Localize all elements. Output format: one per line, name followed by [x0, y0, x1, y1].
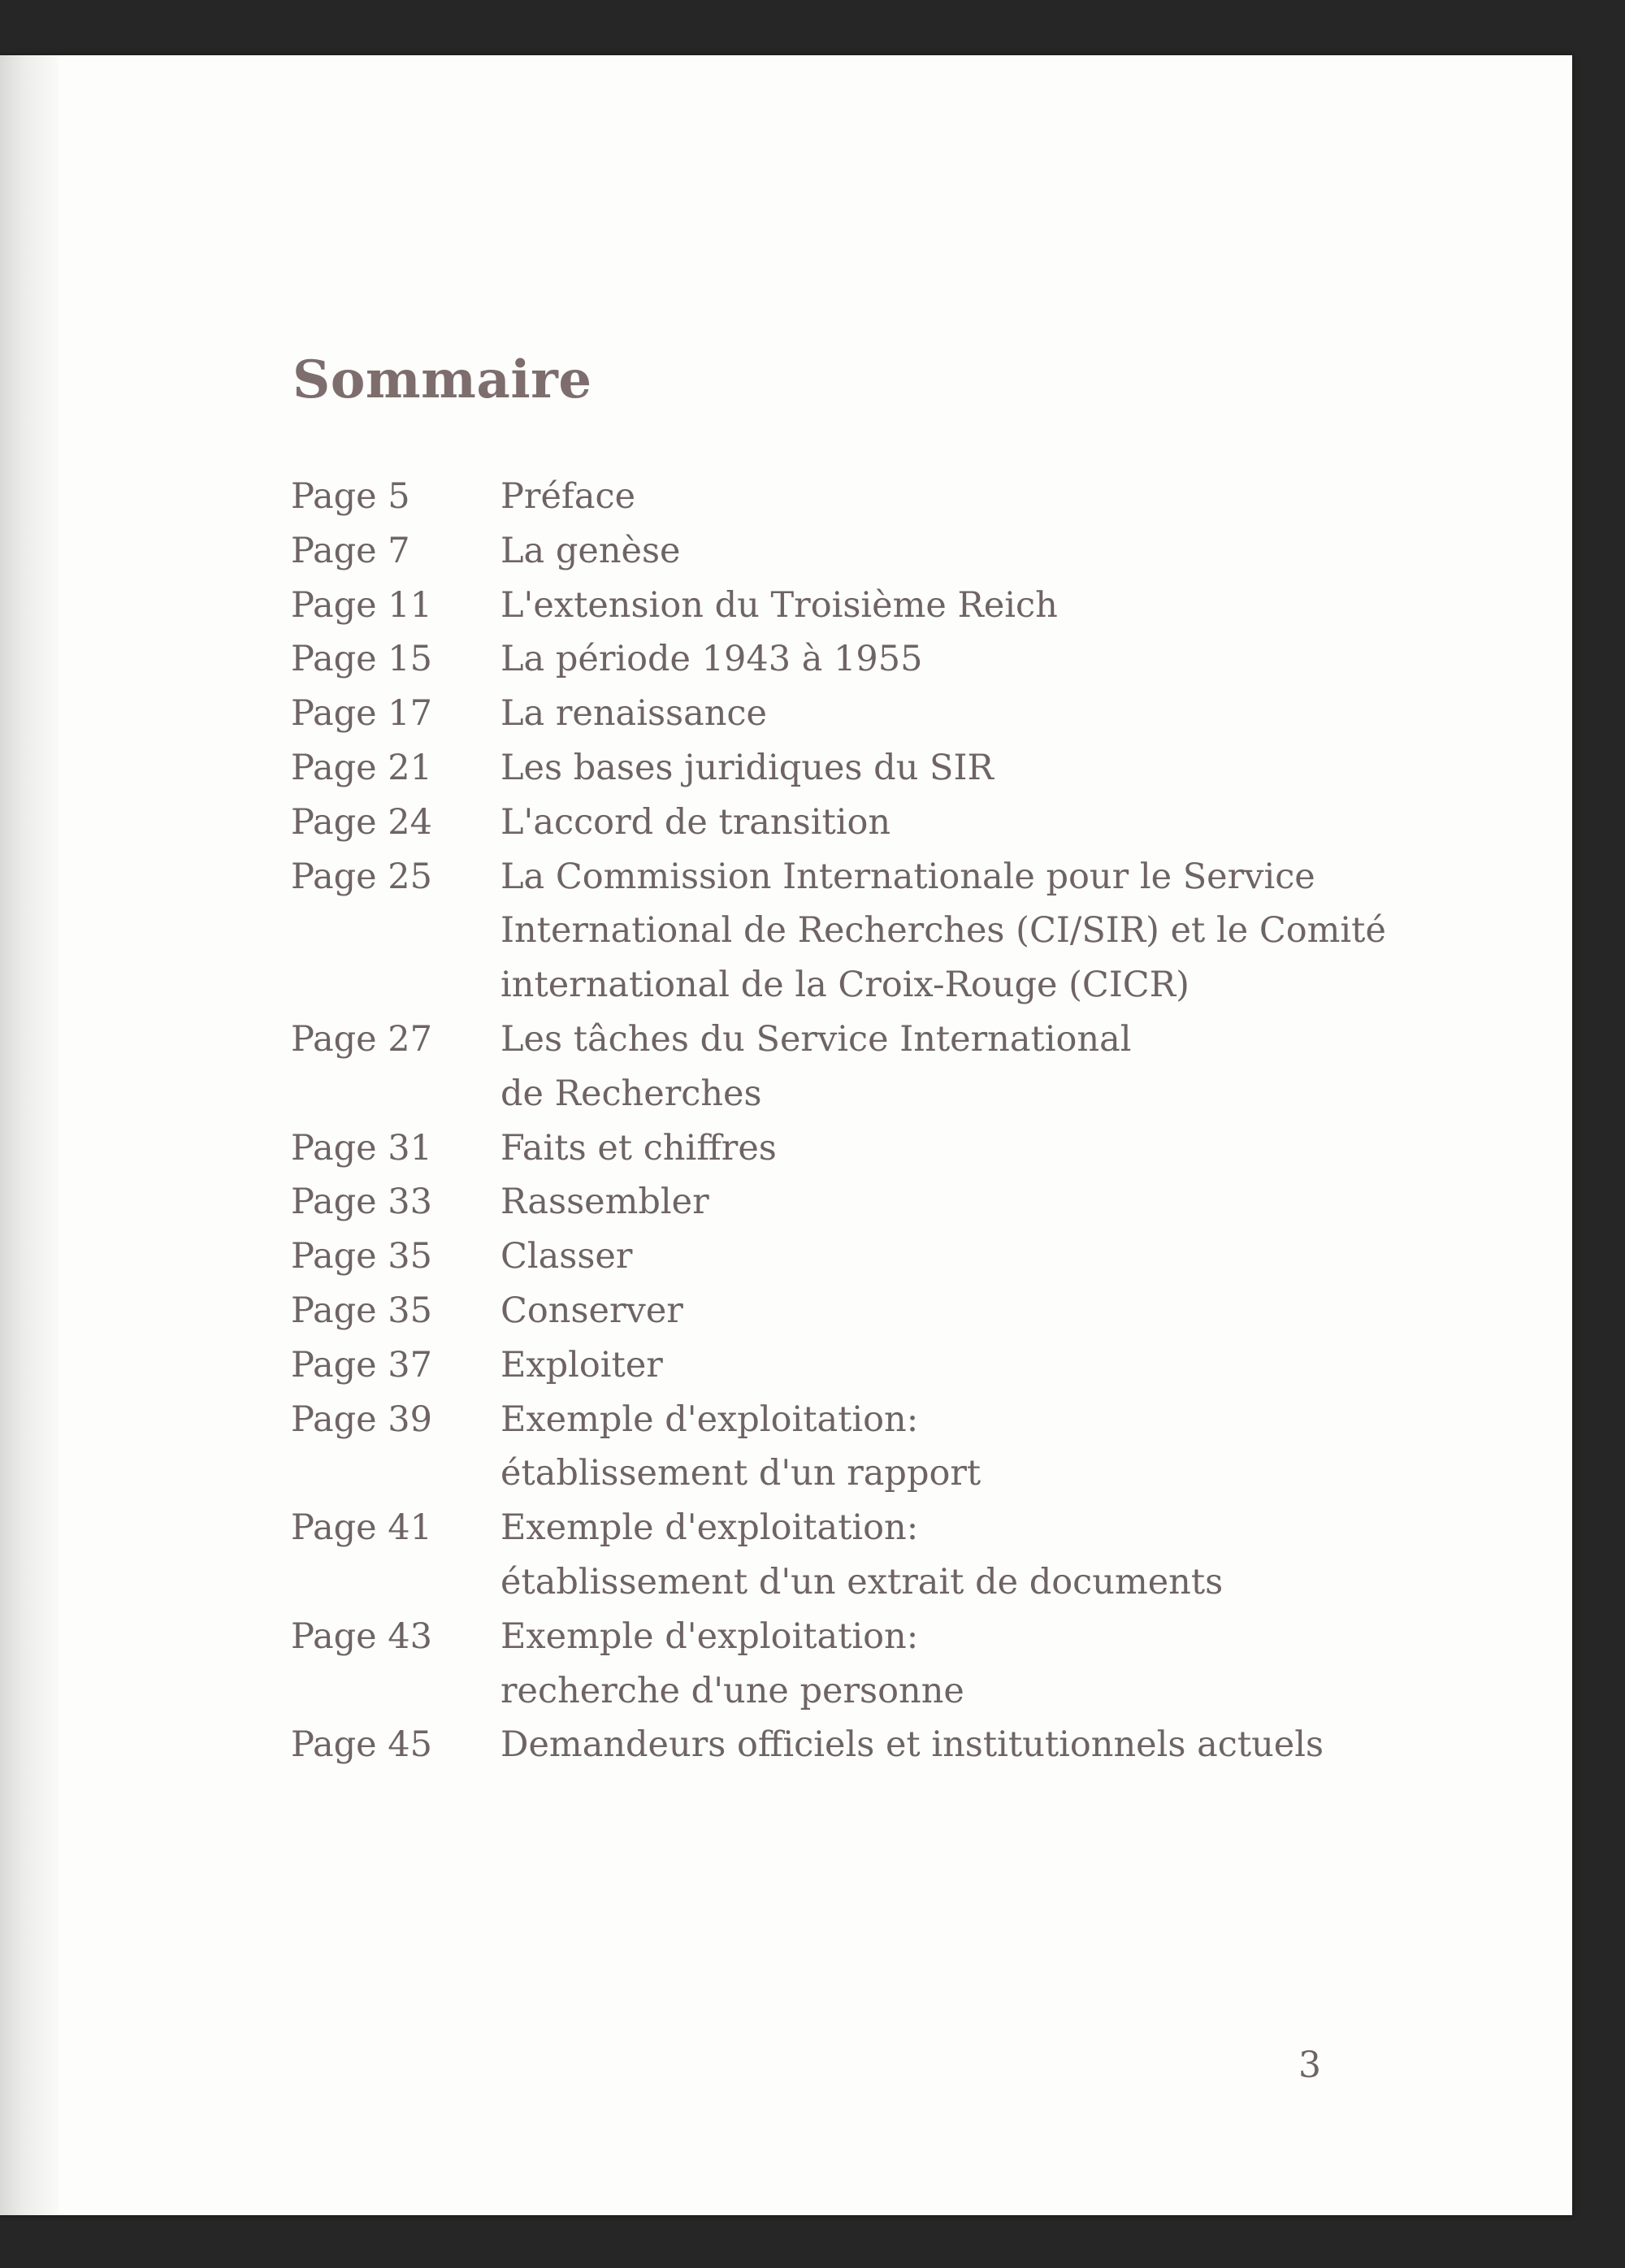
- toc-entry: [291, 1501, 1363, 1610]
- spine-shadow: [0, 55, 58, 2215]
- toc-entry: [291, 1121, 1363, 1176]
- toc-entry: [291, 524, 1363, 579]
- toc-page-ref: Page 27: [291, 1018, 432, 1060]
- page-title: Sommaire: [292, 349, 592, 410]
- toc-page-ref: Page 11: [291, 584, 432, 626]
- toc-entry-title: [500, 1610, 1363, 1719]
- toc-entry-title: [500, 687, 1363, 741]
- toc-title-line: établissement d'un extrait de documents: [500, 1561, 1224, 1602]
- toc-page-ref: Page 41: [291, 1507, 432, 1549]
- toc-entry: [291, 1229, 1363, 1284]
- toc-page-ref: Page 24: [291, 801, 432, 843]
- toc-title-line: Faits et chiffres: [500, 1127, 777, 1169]
- toc-page-ref: Page 45: [291, 1724, 432, 1766]
- toc-title-line: Classer: [500, 1236, 633, 1277]
- toc-entry: [291, 850, 1386, 1013]
- document-page: [0, 55, 1572, 2215]
- toc-title-line: La Commission Internationale pour le Service: [500, 856, 1315, 897]
- toc-title-line: Exemple d'exploitation:: [500, 1507, 919, 1549]
- toc-entry: [291, 1610, 1363, 1719]
- toc-title-line: Rassembler: [500, 1182, 709, 1223]
- toc-entry-title: [500, 1393, 1363, 1502]
- toc-title-line: Exemple d'exploitation:: [500, 1615, 919, 1657]
- toc-page-ref: Page 5: [291, 476, 410, 517]
- toc-page-ref: Page 43: [291, 1615, 432, 1657]
- toc-page-ref: Page 25: [291, 856, 432, 897]
- toc-entry-title: [500, 796, 1363, 850]
- toc-entry: [291, 1393, 1363, 1502]
- toc-entry: [291, 470, 1363, 524]
- table-of-contents: [291, 470, 1386, 1772]
- toc-entry-title: [500, 1501, 1363, 1610]
- toc-entry-title: [500, 1121, 1363, 1176]
- toc-title-line: Les tâches du Service International: [500, 1018, 1132, 1060]
- toc-entry-title: [500, 1718, 1363, 1772]
- toc-page-ref: Page 35: [291, 1290, 432, 1331]
- toc-title-line: recherche d'une personne: [500, 1670, 964, 1711]
- toc-entry: [291, 1718, 1363, 1772]
- toc-title-line: Exploiter: [500, 1344, 663, 1386]
- toc-page-ref: Page 35: [291, 1236, 432, 1277]
- toc-entry-title: [500, 1229, 1363, 1284]
- toc-entry: [291, 1338, 1363, 1393]
- toc-entry: [291, 632, 1363, 687]
- toc-entry: [291, 1175, 1363, 1229]
- toc-title-line: La genèse: [500, 530, 681, 571]
- toc-entry: [291, 579, 1363, 633]
- toc-title-line: L'extension du Troisième Reich: [500, 584, 1058, 626]
- toc-page-ref: Page 37: [291, 1344, 432, 1386]
- toc-entry-title: [500, 1338, 1363, 1393]
- toc-page-ref: Page 7: [291, 530, 410, 571]
- toc-title-line: Les bases juridiques du SIR: [500, 747, 994, 788]
- toc-entry: [291, 1013, 1363, 1121]
- toc-title-line: International de Recherches (CI/SIR) et le Comité: [500, 910, 1386, 952]
- toc-title-line: L'accord de transition: [500, 801, 891, 843]
- page-number: 3: [1298, 2045, 1321, 2086]
- toc-title-line: établissement d'un rapport: [500, 1453, 982, 1494]
- toc-page-ref: Page 15: [291, 639, 432, 680]
- toc-entry: [291, 796, 1363, 850]
- toc-page-ref: Page 31: [291, 1127, 432, 1169]
- toc-title-line: Préface: [500, 476, 636, 517]
- toc-title-line: Demandeurs officiels et institutionnels actuels: [500, 1724, 1324, 1766]
- toc-entry: [291, 1284, 1363, 1338]
- toc-entry: [291, 687, 1363, 741]
- toc-page-ref: Page 17: [291, 693, 432, 735]
- toc-entry-title: [500, 741, 1363, 796]
- toc-entry-title: [500, 850, 1386, 1013]
- toc-page-ref: Page 39: [291, 1399, 432, 1440]
- toc-entry-title: [500, 632, 1363, 687]
- toc-page-ref: Page 21: [291, 747, 432, 788]
- toc-entry: [291, 741, 1363, 796]
- toc-entry-title: [500, 1175, 1363, 1229]
- toc-entry-title: [500, 579, 1363, 633]
- toc-title-line: international de la Croix-Rouge (CICR): [500, 965, 1190, 1006]
- toc-entry-title: [500, 524, 1363, 579]
- toc-entry-title: [500, 470, 1363, 524]
- toc-title-line: de Recherches: [500, 1073, 762, 1114]
- toc-title-line: La période 1943 à 1955: [500, 639, 923, 680]
- toc-title-line: Exemple d'exploitation:: [500, 1399, 919, 1440]
- toc-page-ref: Page 33: [291, 1182, 432, 1223]
- toc-title-line: Conserver: [500, 1290, 683, 1331]
- toc-title-line: La renaissance: [500, 693, 767, 735]
- toc-entry-title: [500, 1013, 1363, 1121]
- toc-entry-title: [500, 1284, 1363, 1338]
